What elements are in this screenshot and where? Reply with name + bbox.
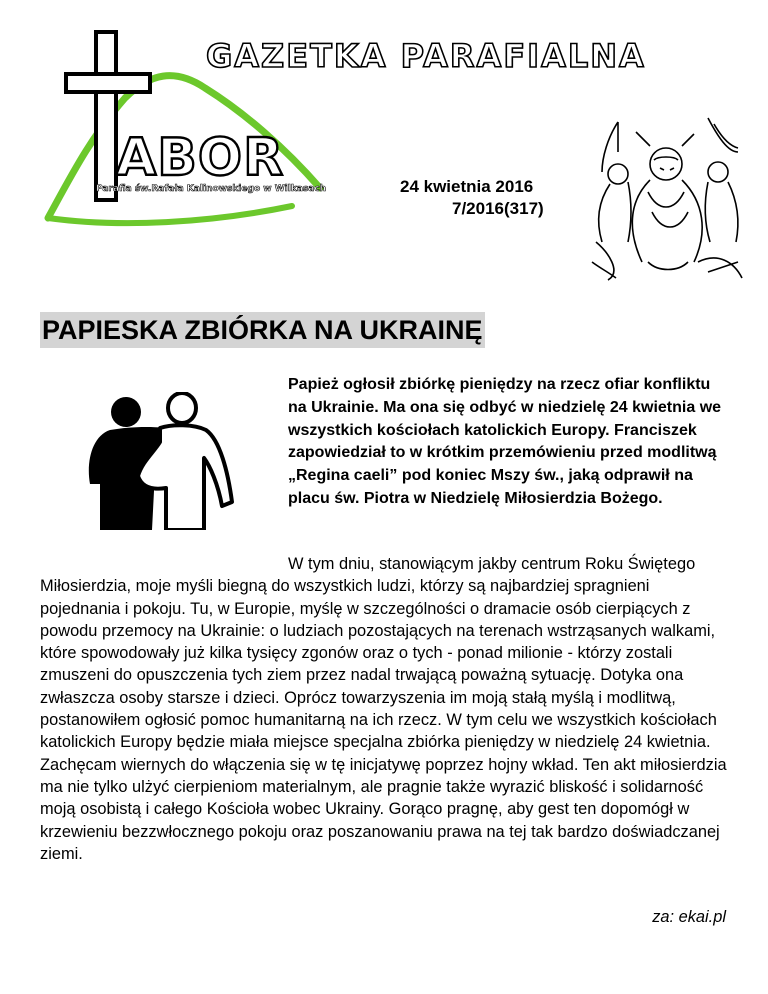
- newsletter-title: GAZETKA PARAFIALNA: [206, 37, 646, 75]
- article-lead: Papież ogłosił zbiórkę pieniędzy na rzecz ofiar konfliktu na Ukrainie. Ma ona się odbyć w niedzielę 24 kwietnia we wszystkich kościołach katolickich Europy. Franciszek zapowiedział to w krótkim przemówieniu przed modlitwą „Regina caeli” pod koniec Mszy św., jaką odprawił na placu św. Piotra w Niedzielę Miłosierdzia Bożego.: [288, 376, 722, 507]
- logo-caption: Parafia św.Rafała Kalinowskiego w Wilkasach: [96, 184, 327, 194]
- transfiguration-illustration: [588, 112, 748, 282]
- roof-base-icon: [48, 206, 292, 223]
- embracing-figures-illustration: [82, 392, 242, 530]
- issue-number: 7/2016(317): [452, 199, 544, 218]
- issue-date: 24 kwietnia 2016: [400, 177, 534, 196]
- article-headline: PAPIESKA ZBIÓRKA NA UKRAINĘ: [40, 312, 485, 348]
- logo-wordmark: ABOR: [116, 128, 285, 188]
- article-source: za: ekai.pl: [652, 908, 726, 926]
- article-body: W tym dniu, stanowiącym jakby centrum Roku Świętego Miłosierdzia, moje myśli biegną do wszystkich ludzi, którzy są najbardziej spragnieni pojednania i pokoju. Tu, w Europie, myślę w szczególności o dramacie osób cierpiących z powodu przemocy na Ukrainie: o ludziach pozostających na terenach wstrząsanych walkami, które spowodowały już kilka tysięcy zgonów oraz o tych - ponad milionie - którzy zostali zmuszeni do opuszczenia tych ziem przez nadal trwającą poważną sytuację. Dotyka ona zwłaszcza osoby starsze i dzieci. Oprócz towarzyszenia im moją stałą myślą i modlitwą, postanowiłem ogłosić pomoc humanitarną na ich rzecz. W tym celu we wszystkich kościołach katolickich Europy będzie miała miejsce specjalna zbiórka pieniędzy w niedzielę 24 kwietnia. Zachęcam wiernych do włączenia się w tę inicjatywę poprzez hojny wkład. Ten akt miłosierdzia ma nie tylko ulżyć cierpieniom materialnym, ale pragnie także wyrazić bliskość i solidarność moją osobistą i całego Kościoła wobec Ukrainy. Gorąco pragnę, aby gest ten dopomógł w krzewieniu bezzwłocznego pokoju oraz poszanowaniu prawa na tej tak bardzo doświadczanej ziemi.: [40, 555, 727, 863]
